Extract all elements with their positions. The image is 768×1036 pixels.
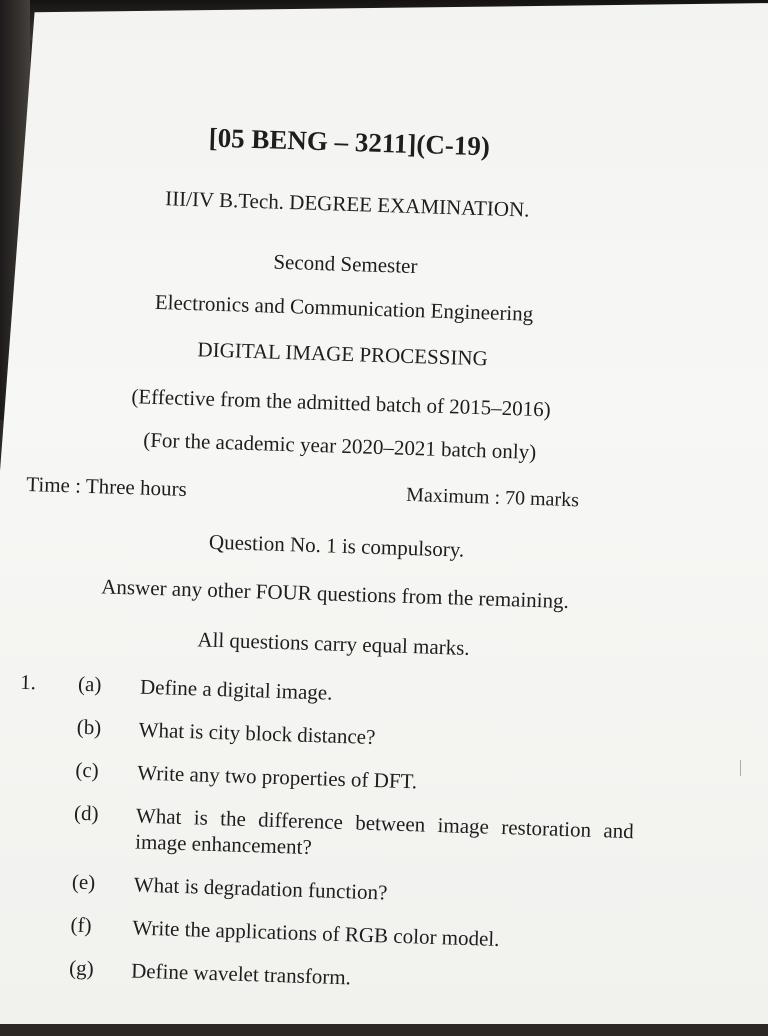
- question-part: [73, 801, 634, 871]
- exam-title: III/IV B.Tech. DEGREE EXAMINATION.: [164, 186, 530, 222]
- instruction-answer: Answer any other FOUR questions from the remaining.: [100, 574, 570, 614]
- part-letter: (g): [68, 955, 95, 981]
- part-letter: (a): [77, 671, 102, 697]
- part-text: What is degradation function?: [133, 872, 388, 905]
- question-part: [69, 956, 630, 1000]
- part-text: Define wavelet transform.: [130, 958, 352, 990]
- question-part: [76, 715, 637, 759]
- part-text: Define a digital image.: [139, 674, 333, 705]
- question-part: [70, 913, 631, 957]
- part-text: Write any two properties of DFT.: [137, 760, 418, 794]
- part-letter: (f): [70, 912, 92, 938]
- part-text: Write the applications of RGB color model.: [132, 915, 500, 952]
- question-parts: [68, 672, 638, 1016]
- question-number: 1.: [19, 669, 37, 695]
- question-part: [75, 758, 636, 802]
- effective-batch: (Effective from the admitted batch of 2015–2016): [131, 384, 552, 422]
- instruction-compulsory: Question No. 1 is compulsory.: [208, 529, 465, 562]
- max-marks: Maximum : 70 marks: [405, 483, 580, 512]
- semester: Second Semester: [273, 249, 418, 279]
- subject: DIGITAL IMAGE PROCESSING: [197, 337, 489, 371]
- part-letter: (b): [76, 714, 102, 740]
- academic-year: (For the academic year 2020–2021 batch only): [142, 427, 537, 464]
- part-text: What is city block distance?: [138, 717, 376, 750]
- instruction-marks: All questions carry equal marks.: [197, 627, 471, 660]
- question-part: [71, 870, 632, 914]
- part-letter: (e): [71, 869, 96, 895]
- part-letter: (c): [75, 757, 100, 783]
- part-text: What is the difference between image restoration and image enhancement?: [134, 803, 635, 860]
- question-part: [78, 672, 639, 716]
- time-allowed: Time : Three hours: [26, 471, 188, 501]
- branch: Electronics and Communication Engineering: [154, 289, 534, 326]
- paper-code: [05 BENG – 3211](C-19): [208, 122, 491, 162]
- part-letter: (d): [73, 800, 99, 826]
